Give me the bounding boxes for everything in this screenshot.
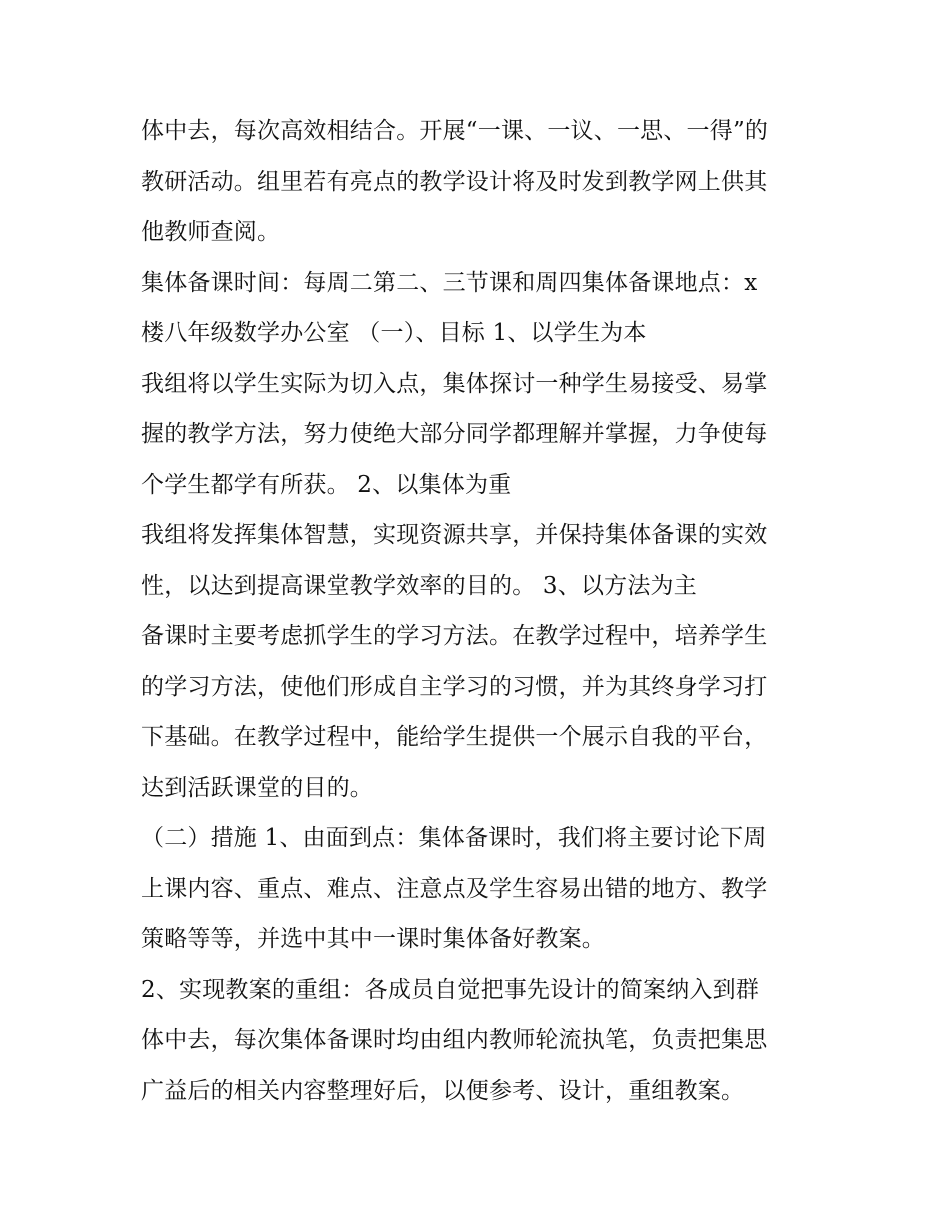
text-line: 体中去，每次高效相结合。开展“一课、一议、一思、一得”的 [141, 118, 769, 144]
text-line: 上课内容、重点、难点、注意点及学生容易出错的地方、教学 [141, 875, 768, 902]
text-line: 下基础。在教学过程中，能给学生提供一个展示自我的平台， [141, 724, 768, 750]
text-line: 握的教学方法，努力使绝大部分同学都理解并掌握，力争使每 [141, 421, 768, 447]
text-line: 体中去，每次集体备课时均由组内教师轮流执笔，负责把集思 [141, 1027, 768, 1053]
text-line: 教研活动。组里若有亮点的教学设计将及时发到教学网上供其 [141, 168, 768, 195]
text-line: 楼八年级数学办公室 （一）、目标 1、以学生为本 [141, 320, 647, 346]
text-line: 的学习方法，使他们形成自主学习的习惯，并为其终身学习打 [141, 673, 768, 700]
text-line: （二）措施 1、由面到点：集体备课时，我们将主要讨论下周 [141, 825, 767, 851]
text-line: 广益后的相关内容整理好后，以便参考、设计，重组教案。 [141, 1077, 745, 1104]
text-line: 他教师查阅。 [141, 219, 281, 245]
text-line: 我组将以学生实际为切入点，集体探讨一种学生易接受、易掌 [141, 370, 768, 397]
text-line: 集体备课时间：每周二第二、三节课和周四集体备课地点：x [141, 269, 758, 296]
text-line: 性，以达到提高课堂教学效率的目的。 3、以方法为主 [141, 572, 697, 599]
text-line: 备课时主要考虑抓学生的学习方法。在教学过程中，培养学生 [141, 623, 768, 649]
text-line: 个学生都学有所获。 2、以集体为重 [141, 471, 512, 498]
text-line: 策略等等，并选中其中一课时集体备好教案。 [141, 926, 605, 952]
text-line: 2、实现教案的重组：各成员自觉把事先设计的简案纳入到群 [141, 976, 760, 1003]
text-line: 达到活跃课堂的目的。 [141, 774, 373, 801]
text-line: 我组将发挥集体智慧，实现资源共享，并保持集体备课的实效 [141, 522, 768, 548]
document-body [141, 106, 821, 1116]
